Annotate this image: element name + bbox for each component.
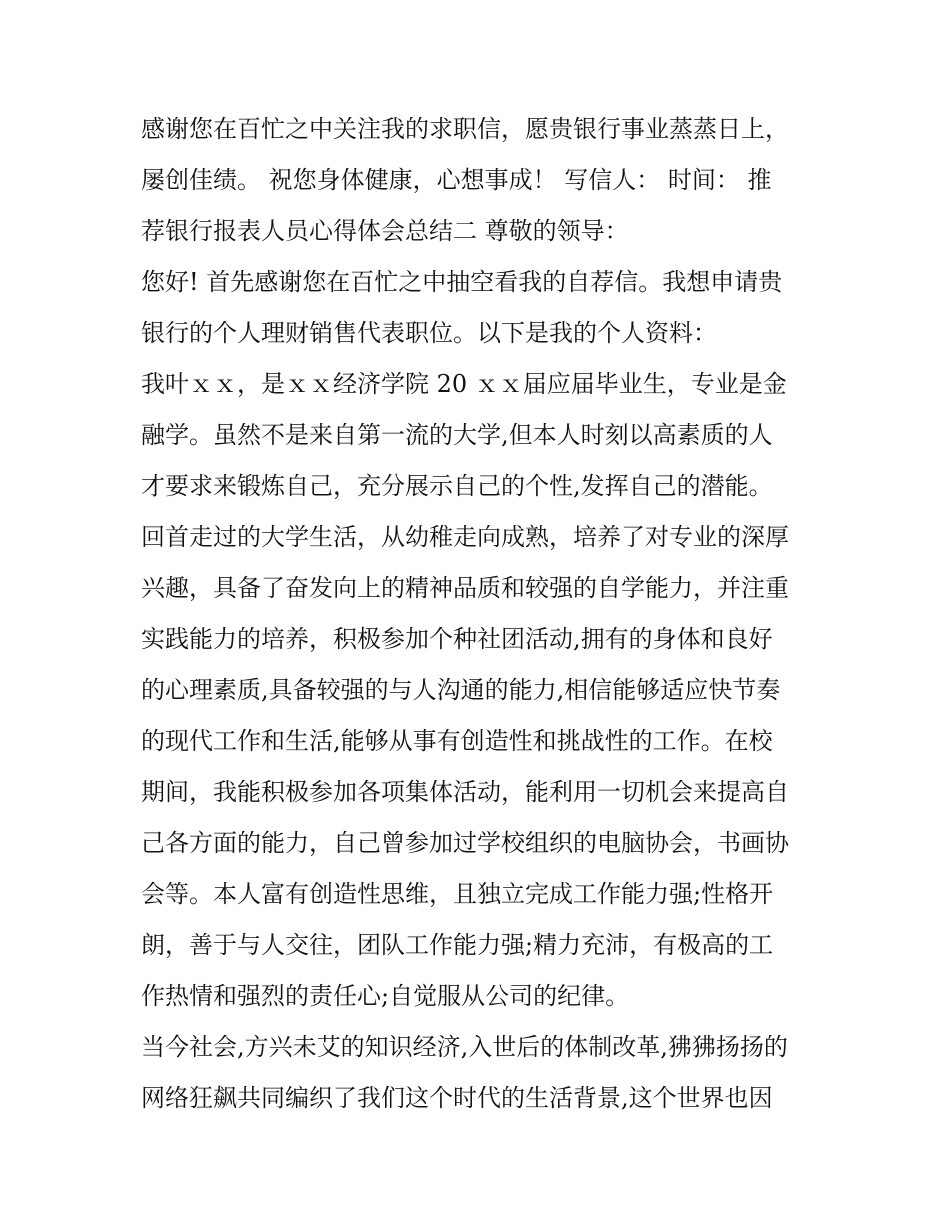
text-line: 作热情和强烈的责任心;自觉服从公司的纪律。 xyxy=(141,982,630,1010)
text-line: 银行的个人理财销售代表职位。以下是我的个人资料： xyxy=(141,319,717,347)
text-line: 回首走过的大学生活，从幼稚走向成熟，培养了对专业的深厚 xyxy=(141,523,789,551)
text-line: 感谢您在百忙之中关注我的求职信，愿贵银行事业蒸蒸日上， xyxy=(141,115,789,143)
text-line: 当今社会,方兴未艾的知识经济,入世后的体制改革,狒狒扬扬的 xyxy=(141,1033,788,1061)
text-line: 您好! 首先感谢您在百忙之中抽空看我的自荐信。我想申请贵 xyxy=(141,268,783,296)
text-line: 我叶ｘｘ，是ｘｘ经济学院 20 ｘｘ届应届毕业生，专业是金 xyxy=(141,370,787,398)
text-line: 屡创佳绩。 祝您身体健康，心想事成！ 写信人： 时间： 推 xyxy=(141,166,772,194)
text-line: 实践能力的培养，积极参加个种社团活动,拥有的身体和良好 xyxy=(141,625,773,653)
text-line: 荐银行报表人员心得体会总结二 尊敬的领导： xyxy=(141,217,629,245)
text-line: 兴趣，具备了奋发向上的精神品质和较强的自学能力，并注重 xyxy=(141,574,789,602)
text-line: 的心理素质,具备较强的与人沟通的能力,相信能够适应快节奏 xyxy=(141,676,781,704)
text-line: 的现代工作和生活,能够从事有创造性和挑战性的工作。在校 xyxy=(141,727,773,755)
text-line: 网络狂飙共同编织了我们这个时代的生活背景,这个世界也因 xyxy=(141,1084,773,1112)
letter-body xyxy=(141,104,821,1124)
text-line: 融学。虽然不是来自第一流的大学,但本人时刻以高素质的人 xyxy=(141,421,773,449)
text-line: 己各方面的能力，自己曾参加过学校组织的电脑协会，书画协 xyxy=(141,829,789,857)
text-line: 朗，善于与人交往，团队工作能力强;精力充沛，有极高的工 xyxy=(141,931,774,959)
text-line: 期间，我能积极参加各项集体活动，能利用一切机会来提高自 xyxy=(141,778,789,806)
text-line: 才要求来锻炼自己，充分展示自己的个性,发挥自己的潜能。 xyxy=(141,472,773,500)
text-line: 会等。本人富有创造性思维，且独立完成工作能力强;性格开 xyxy=(141,880,774,908)
